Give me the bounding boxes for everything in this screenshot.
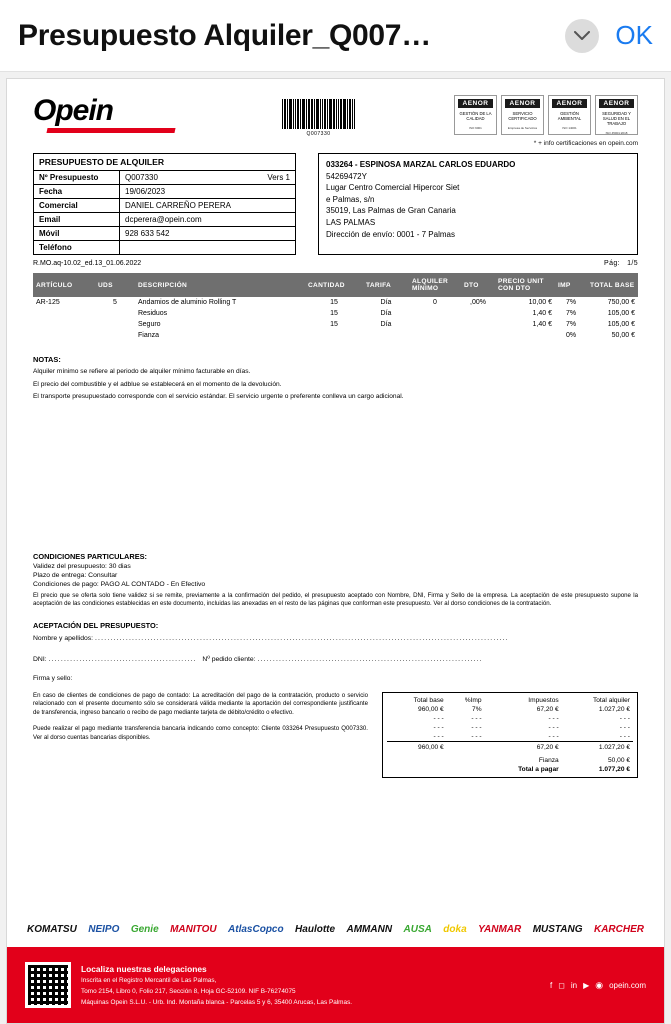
customer-address-1: Lugar Centro Comercial Hipercor Siet <box>326 183 460 193</box>
field-value <box>120 241 295 254</box>
acceptance-dni-line: DNI: ................................................ Nº pedido cliente: ......................................................................... <box>33 655 483 663</box>
brand-logo: KARCHER <box>593 924 644 935</box>
customer-address-2: e Palmas, s/n <box>326 194 375 204</box>
cert-badge <box>501 95 544 135</box>
field-label: Email <box>34 213 120 226</box>
customer-province: LAS PALMAS <box>326 217 376 227</box>
cell-articulo <box>33 319 95 330</box>
barcode <box>282 99 356 137</box>
brand-logo: AUSA <box>403 924 432 935</box>
document-footer <box>7 947 664 1023</box>
th-impuestos: Impuestos <box>528 696 559 704</box>
rmo-code: R.MO.aq-10.02_ed.13_01.06.2022 <box>33 260 142 267</box>
col-dto: DTO <box>461 273 495 297</box>
info-boxes <box>33 153 638 255</box>
viewer-topbar <box>0 0 671 72</box>
customer-info-box <box>318 153 638 255</box>
page-label: Pág: <box>604 260 621 267</box>
table-row <box>33 308 638 319</box>
rmo-row <box>33 260 638 271</box>
logo-text: Opein <box>33 94 114 127</box>
field-label: Comercial <box>34 199 120 212</box>
totals-row <box>387 732 633 742</box>
cert-type: SERVICIO CERTIFICADO <box>508 111 537 121</box>
totals-row <box>387 723 633 732</box>
td-total-value: 1.077,20 € <box>598 765 630 773</box>
linkedin-icon[interactable]: in <box>570 980 578 990</box>
footer-social <box>550 980 646 991</box>
cell-uds: 5 <box>113 299 117 306</box>
col-uds: UDS <box>95 273 135 297</box>
payment-paragraph-2: Puede realizar el pago mediante transferencia bancaria indicando como concepto: Cliente 033264 Presupuesto Q007330. Ver al dorso cuentas bancarias disponibles. <box>33 725 368 741</box>
conditions-delivery: Plazo de entrega: Consultar <box>33 571 118 579</box>
totals-fianza-row <box>387 752 633 765</box>
cell-precio-unit <box>495 330 555 341</box>
cell-uds <box>95 308 135 319</box>
totals-pagar-row <box>387 765 633 774</box>
customer-shipping: Dirección de envío: 0001 - 7 Palmas <box>326 229 455 239</box>
cell-descripcion: Residuos <box>138 310 168 317</box>
field-value: dcperera@opein.com <box>125 215 202 224</box>
cert-badge <box>595 95 638 135</box>
brand-strip <box>7 916 664 941</box>
info-row <box>34 171 295 185</box>
td-total-alquiler: - - - <box>619 723 630 731</box>
notes-title: NOTAS: <box>33 355 61 364</box>
td-imp-pct: 7% <box>472 705 482 713</box>
cell-tarifa <box>363 330 409 341</box>
cell-uds <box>95 330 135 341</box>
cell-cantidad: 15 <box>330 310 338 317</box>
logo-underline <box>46 128 175 133</box>
chevron-down-icon[interactable] <box>565 19 599 53</box>
td-total-label: Total a pagar <box>518 765 559 773</box>
td-fianza-value: 50,00 € <box>608 756 630 764</box>
col-precio-unit: PRECIO UNIT CON DTO <box>495 273 555 297</box>
notes-line: El precio del combustible y el adblue se establecerá en el momento de la devolución. <box>33 380 282 388</box>
notes-line: Alquiler mínimo se refiere al periodo de alquiler mínimo facturable en días. <box>33 368 251 375</box>
notes-line: El transporte presupuestado corresponde con el servicio estándar. El servicio urgente o preferente conlleva un cargo adicional. <box>33 393 404 400</box>
footer-website[interactable]: opein.com <box>609 980 646 990</box>
td-total-alquiler: - - - <box>619 732 630 740</box>
td-fianza-label: Fianza <box>538 756 559 764</box>
brand-logo: MUSTANG <box>532 924 583 935</box>
cell-cantidad <box>305 330 363 341</box>
signature-label: Firma y sello: <box>33 674 73 682</box>
td-imp-pct: - - - <box>471 732 482 740</box>
field-label: Teléfono <box>34 241 120 254</box>
dni-label: DNI: <box>33 655 47 663</box>
conditions-validity: Validez del presupuesto: 30 dias <box>33 562 131 570</box>
cell-uds <box>95 319 135 330</box>
td-imp-pct: - - - <box>471 723 482 731</box>
cell-articulo <box>33 308 95 319</box>
th-total-alquiler: Total alquiler <box>592 696 630 704</box>
col-tarifa: TARIFA <box>363 273 409 297</box>
td-impuestos: 67,20 € <box>536 705 559 713</box>
col-descripcion: DESCRIPCIÓN <box>135 273 305 297</box>
table-row <box>33 319 638 330</box>
items-table <box>33 273 638 341</box>
payment-paragraph-1: En caso de clientes de condiciones de pago de contado: La acreditación del pago de la contratación, producto o servicio relacionado con el presente documento sólo se considerará válida mediante la aportación del correspondiente justificante de transferencia, ingreso bancario o recibo de pago mediante tarjeta de débito/crédito o efectivo. <box>33 691 368 717</box>
facebook-icon[interactable]: f <box>549 980 553 990</box>
budget-info-box <box>33 153 296 255</box>
customer-city: 35019, Las Palmas de Gran Canaria <box>326 206 456 216</box>
td-total-base: - - - <box>433 714 444 722</box>
td-total-base: - - - <box>433 732 444 740</box>
nombre-label: Nombre y apellidos: <box>33 634 94 642</box>
cert-standard: ISO 14001 <box>562 126 577 130</box>
col-articulo: ARTÍCULO <box>33 273 95 297</box>
brand-logo: doka <box>443 924 467 935</box>
cell-imp: 7% <box>565 299 577 306</box>
field-label: Móvil <box>34 227 120 240</box>
cert-badge <box>454 95 497 135</box>
brand-logo: Haulotte <box>295 924 336 935</box>
document-page <box>6 78 665 1024</box>
brand-logo: YANMAR <box>478 924 522 935</box>
cell-tarifa: Día <box>380 321 392 328</box>
bottom-row <box>33 692 638 778</box>
opein-logo <box>33 95 183 137</box>
footer-line-3: Máquinas Opein S.L.U. - Urb. Ind. Montaña blanca - Parcelas 5 y 6, 35400 Arucas, Las Palmas. <box>81 998 353 1006</box>
td-impuestos: - - - <box>548 732 559 740</box>
cell-precio-unit: 1,40 € <box>532 321 552 328</box>
cert-standard: ISO 45001:2018 <box>605 131 628 135</box>
cert-badge <box>548 95 591 135</box>
th-total-base: Total base <box>413 696 444 704</box>
footer-title: Localiza nuestras delegaciones <box>81 963 207 974</box>
cell-descripcion: Seguro <box>138 321 161 328</box>
certifications <box>454 95 638 135</box>
instagram-icon[interactable]: ◻ <box>558 980 565 990</box>
field-value: Q007330 <box>125 173 158 182</box>
cell-dto <box>461 319 495 330</box>
td-impuestos: - - - <box>548 723 559 731</box>
cell-tarifa: Día <box>380 310 392 317</box>
cell-total-base: 50,00 € <box>611 332 635 339</box>
info-row <box>34 241 295 254</box>
totals-row <box>387 714 633 723</box>
qr-code-icon <box>25 962 71 1008</box>
table-row <box>33 330 638 341</box>
info-row <box>34 199 295 213</box>
totals-row <box>387 705 633 714</box>
td-total-base: - - - <box>433 723 444 731</box>
footer-line-1: Inscrita en el Registro Mercantil de Las Palmas, <box>81 976 217 984</box>
table-header-row <box>33 273 638 297</box>
field-label: Fecha <box>34 185 120 198</box>
customer-name: 033264 - ESPINOSA MARZAL CARLOS EDUARDO <box>326 160 516 169</box>
budget-box-title: PRESUPUESTO DE ALQUILER <box>34 154 295 171</box>
td-total-base: 960,00 € <box>418 705 444 713</box>
field-value: 19/06/2023 <box>125 187 166 196</box>
td-sum-impuestos: 67,20 € <box>485 741 562 752</box>
globe-icon: ◉ <box>595 979 604 990</box>
cell-alquiler-minimo: 0 <box>433 299 437 306</box>
ok-button[interactable]: OK <box>615 20 653 50</box>
totals-box <box>382 692 638 778</box>
cell-dto: ,00% <box>470 299 486 306</box>
brand-logo: Genie <box>130 924 159 935</box>
cell-cantidad: 15 <box>330 299 338 306</box>
cell-total-base: 105,00 € <box>607 310 635 317</box>
barcode-bars <box>282 99 356 129</box>
td-total-alquiler: - - - <box>619 714 630 722</box>
td-total-alquiler: 1.027,20 € <box>598 705 630 713</box>
table-row <box>33 297 638 308</box>
dotted-line: ...................................................................................................................................... <box>94 634 509 642</box>
cell-alquiler-minimo <box>409 330 461 341</box>
col-imp: IMP <box>555 273 587 297</box>
cert-type: GESTIÓN AMBIENTAL <box>557 111 582 121</box>
payment-text <box>33 692 368 778</box>
page-title: Presupuesto Alquiler_Q007… <box>18 18 431 52</box>
document-scroll-area[interactable] <box>0 72 671 1024</box>
conditions-section <box>33 552 638 609</box>
cell-imp: 7% <box>565 310 577 317</box>
cell-tarifa: Día <box>380 299 392 306</box>
cell-alquiler-minimo <box>409 308 461 319</box>
acceptance-name-line <box>33 635 638 642</box>
totals-table <box>387 696 633 774</box>
col-alquiler-minimo: ALQUILER MÍNIMO <box>409 273 461 297</box>
cell-descripcion: Fianza <box>138 332 160 339</box>
cert-brand: AENOR <box>505 99 540 108</box>
conditions-title: CONDICIONES PARTICULARES: <box>33 551 148 561</box>
cert-note: * + info certificaciones en opein.com <box>533 140 638 147</box>
info-row <box>34 213 295 227</box>
cell-descripcion: Andamios de aluminio Rolling T <box>138 299 237 306</box>
cert-standard: Empresa de Servicios <box>507 126 538 130</box>
cell-cantidad: 15 <box>330 321 338 328</box>
cert-brand: AENOR <box>552 99 587 108</box>
brand-logo: MANITOU <box>170 924 217 935</box>
cert-type: GESTIÓN DE LA CALIDAD <box>459 111 492 121</box>
col-cantidad: CANTIDAD <box>305 273 363 297</box>
youtube-icon[interactable]: ▶ <box>583 980 590 990</box>
field-value: DANIEL CARREÑO PERERA <box>125 201 231 210</box>
td-sum-alquiler: 1.027,20 € <box>562 741 633 752</box>
cert-brand: AENOR <box>458 99 493 108</box>
pedido-label: Nº pedido cliente: <box>202 655 256 663</box>
td-imp-pct: - - - <box>471 714 482 722</box>
td-sum-pct <box>447 741 485 752</box>
cell-precio-unit: 1,40 € <box>532 310 552 317</box>
td-sum-base: 960,00 € <box>387 741 447 752</box>
cell-total-base: 105,00 € <box>607 321 635 328</box>
cell-imp: 0% <box>565 332 577 339</box>
footer-line-2: Tomo 2154, Libro 0, Folio 217, Sección 8, Hoja GC-52109. NIF B-76274075 <box>81 987 296 995</box>
conditions-paragraph: El precio que se oferta solo tiene validez si se remite, previamente a la confirmación del pedido, el presupuesto aceptado con Nombre, DNI, Firma y Sello de la empresa. La aceptación de este presupuesto supone la aceptación de las condiciones establecidas en este documento, incluidas las anexadas en el resto de las páginas que conforman este presupuesto. Ver al dorso condiciones de la contratación. <box>33 591 638 608</box>
td-impuestos: - - - <box>548 714 559 722</box>
cert-type: SEGURIDAD Y SALUD EN EL TRABAJO <box>602 111 631 126</box>
barcode-number: Q007330 <box>306 131 331 137</box>
brand-logo: KOMATSU <box>27 924 77 935</box>
th-imp-pct: %Imp <box>464 696 482 704</box>
conditions-payment: Condiciones de pago: PAGO AL CONTADO - En Efectivo <box>33 580 206 588</box>
cell-alquiler-minimo <box>409 319 461 330</box>
cell-total-base: 750,00 € <box>607 299 635 306</box>
info-row <box>34 185 295 199</box>
brand-logo: AtlasCopco <box>228 924 284 935</box>
cell-imp: 7% <box>565 321 577 328</box>
cert-standard: ISO 9001 <box>469 126 482 130</box>
cert-brand: AENOR <box>599 99 634 108</box>
document-header <box>33 95 638 137</box>
page-number: 1/5 <box>627 260 638 267</box>
field-version: Vers 1 <box>267 173 290 182</box>
totals-header-row <box>387 696 633 705</box>
totals-sum-row <box>387 741 633 752</box>
cell-articulo: AR-125 <box>36 299 60 306</box>
col-total-base: TOTAL BASE <box>587 273 638 297</box>
field-value: 928 633 542 <box>125 229 170 238</box>
customer-nif: 54269472Y <box>326 171 367 181</box>
cell-dto <box>461 330 495 341</box>
cell-articulo <box>33 330 95 341</box>
cell-precio-unit: 10,00 € <box>528 299 552 306</box>
info-row <box>34 227 295 241</box>
field-label: Nº Presupuesto <box>34 171 120 184</box>
cell-dto <box>461 308 495 319</box>
brand-logo: AMMANN <box>346 924 393 935</box>
brand-logo: NEIPO <box>88 924 120 935</box>
acceptance-title: ACEPTACIÓN DEL PRESUPUESTO: <box>33 620 159 630</box>
